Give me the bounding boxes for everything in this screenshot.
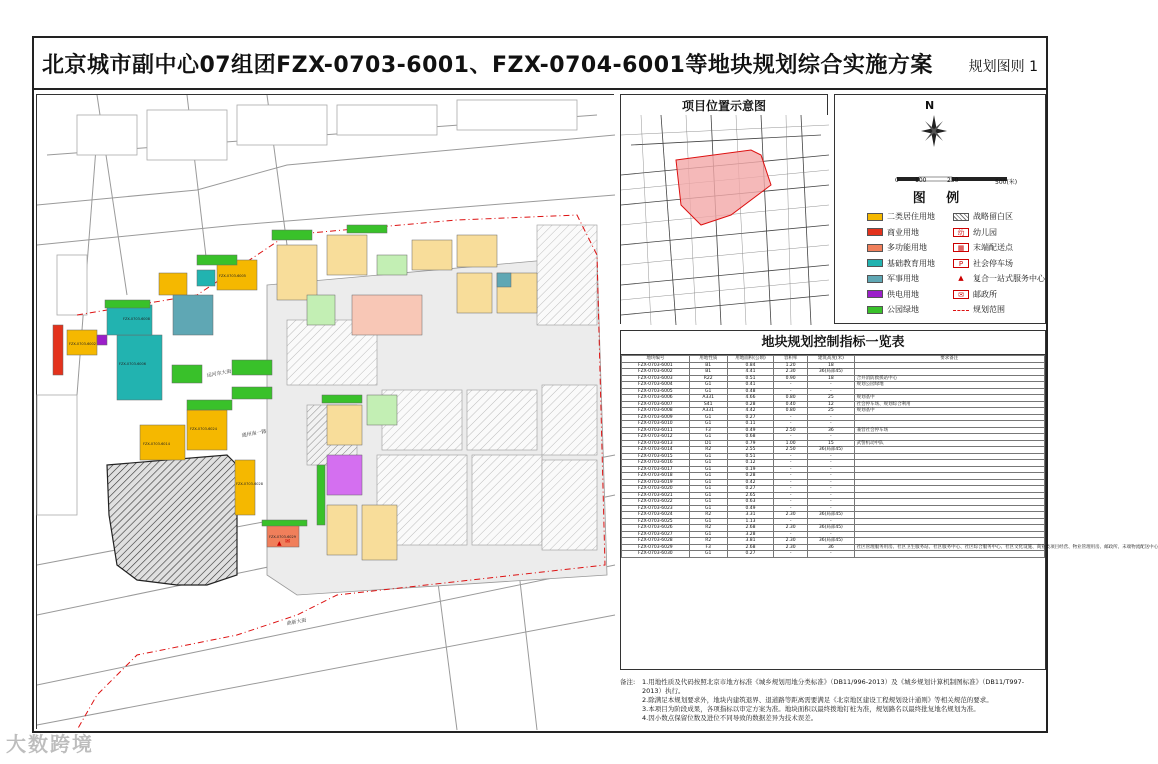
reserve-hatch-swatch	[953, 213, 969, 221]
sheet-label: 规划图则 1	[968, 59, 1038, 75]
table-cell: 1.20	[774, 362, 808, 369]
legend-item	[867, 273, 953, 284]
legend-item	[867, 304, 953, 315]
table-cell: 2.30	[774, 369, 808, 376]
control-index-table-panel	[620, 330, 1158, 670]
table-cell: -	[808, 499, 855, 506]
table-cell: -	[774, 518, 808, 525]
legend-label: 商业用地	[887, 227, 919, 237]
table-cell: 36(局部45)	[808, 447, 855, 454]
table-cell: 0.11	[727, 421, 774, 428]
park-swatch	[867, 306, 883, 314]
table-cell: 12	[808, 401, 855, 408]
legend-label: 邮政所	[973, 289, 997, 299]
table-cell: 18	[808, 362, 855, 369]
table-cell: -	[808, 473, 855, 480]
table-cell: F3	[689, 427, 727, 434]
parcel-label: FZX-0703-6024	[190, 427, 217, 431]
table-cell: 3.31	[727, 512, 774, 519]
table-cell: 2.30	[774, 538, 808, 545]
table-cell: FZX-0703-6022	[622, 499, 690, 506]
table-cell: G1	[689, 466, 727, 473]
table-cell: 0.48	[727, 388, 774, 395]
table-cell: FZX-0703-6017	[622, 466, 690, 473]
table-cell: G1	[689, 382, 727, 389]
legend-label: 幼儿园	[973, 227, 997, 237]
table-cell: G1	[689, 414, 727, 421]
table-cell: -	[774, 382, 808, 389]
watermark-logo: 大数跨境	[6, 732, 94, 756]
table-cell: -	[808, 434, 855, 441]
table-cell: R2	[689, 538, 727, 545]
table-cell: FZX-0703-6019	[622, 479, 690, 486]
location-map-panel	[620, 94, 828, 324]
table-cell: G1	[689, 551, 727, 558]
table-cell: -	[808, 531, 855, 538]
table-cell: 0.79	[727, 440, 774, 447]
boundary-line-icon	[953, 310, 969, 311]
table-cell: D1	[689, 440, 727, 447]
table-cell: -	[774, 499, 808, 506]
table-cell: 规划公园绿地	[854, 382, 1044, 389]
table-cell: -	[808, 486, 855, 493]
table-header: 建筑高度(米)	[808, 356, 855, 363]
table-cell: 2.50	[774, 447, 808, 454]
table-cell: -	[808, 479, 855, 486]
legend-item	[953, 211, 1039, 222]
land-use-map[interactable]	[36, 94, 614, 729]
table-cell: 0.27	[727, 414, 774, 421]
table-cell: FZX-0703-6014	[622, 447, 690, 454]
parcel-label: FZX-0703-6006	[119, 362, 146, 366]
legend-label: 军事用地	[887, 274, 919, 284]
legend-item	[953, 273, 1045, 284]
table-cell: 0.51	[727, 375, 774, 382]
service-center-icon: ▲	[277, 540, 282, 547]
table-cell: -	[774, 453, 808, 460]
control-index-table	[621, 355, 1158, 558]
table-cell: G1	[689, 499, 727, 506]
table-cell: B1	[689, 369, 727, 376]
table-cell: 0.63	[727, 499, 774, 506]
legend-label: 公园绿地	[887, 305, 919, 315]
table-cell: 规划基中	[854, 395, 1044, 402]
post-office-icon: ✉	[953, 290, 969, 299]
table-cell: 15	[808, 440, 855, 447]
table-cell: B1	[689, 362, 727, 369]
table-cell: FZX-0703-6003	[622, 375, 690, 382]
table-cell: -	[774, 492, 808, 499]
table-cell: FZX-0703-6020	[622, 486, 690, 493]
table-cell: 25	[808, 408, 855, 415]
table-cell: 3.81	[727, 538, 774, 545]
table-cell: 36(局部45)	[808, 525, 855, 532]
table-cell: FZX-0703-6015	[622, 453, 690, 460]
table-cell: G1	[689, 505, 727, 512]
table-cell: 2.65	[727, 492, 774, 499]
parcel-label: FZX-0703-6014	[143, 442, 170, 446]
table-cell: -	[808, 460, 855, 467]
table-cell: 2.55	[727, 447, 774, 454]
table-cell: 2.50	[774, 427, 808, 434]
table-cell: 0.49	[727, 505, 774, 512]
table-cell: 0.19	[727, 466, 774, 473]
scale-label: 500(米)	[995, 179, 1018, 186]
legend-item	[953, 304, 1039, 315]
drawing-frame	[32, 36, 1158, 733]
service-center-icon: ▲	[958, 274, 964, 283]
legend-label: 多功能用地	[887, 243, 927, 253]
road-label: 运河东大街	[206, 368, 232, 379]
note-item: 4.因小数点保留位数及进位不同导致的数据差异为技术误差。	[642, 714, 818, 722]
table-cell	[854, 551, 1044, 558]
residential-swatch	[867, 213, 883, 221]
table-cell: 0.41	[727, 382, 774, 389]
scale-label: 0	[895, 177, 899, 184]
table-cell: FZX-0703-6016	[622, 460, 690, 467]
legend-label: 二类居住用地	[887, 212, 935, 222]
table-cell: 社区管理服务用房、社区卫生服务站、社区服务中心、社区综合服务中心、社区文化设施、商业类项目经营、物业管理用房、邮政所、末端物流配送中心	[854, 544, 1044, 551]
parcel-label: FZX-0703-6028	[236, 482, 263, 486]
table-cell: 4.41	[727, 369, 774, 376]
table-cell: 社会停车场、规划综合利用	[854, 401, 1044, 408]
table-cell: FZX-0703-6029	[622, 544, 690, 551]
table-cell: G1	[689, 460, 727, 467]
table-cell: 25	[808, 395, 855, 402]
table-cell: 0.80	[774, 395, 808, 402]
table-cell: 0.51	[727, 453, 774, 460]
table-cell: -	[774, 505, 808, 512]
table-cell: -	[774, 421, 808, 428]
table-cell: -	[774, 479, 808, 486]
table-row	[622, 551, 1045, 558]
table-cell: -	[774, 388, 808, 395]
legend-item	[953, 289, 1039, 300]
multifunction-swatch	[867, 244, 883, 252]
legend-item	[867, 211, 953, 222]
table-cell: 36(局部45)	[808, 369, 855, 376]
legend-item	[953, 242, 1039, 253]
legend-label: 战略留白区	[973, 212, 1013, 222]
location-map-title: 项目位置示意图	[681, 99, 766, 113]
table-cell: 0.42	[727, 479, 774, 486]
table-cell: 0.12	[727, 460, 774, 467]
table-cell: 1.00	[774, 440, 808, 447]
table-cell: G1	[689, 518, 727, 525]
table-cell: 2.68	[727, 544, 774, 551]
table-cell: FZX-0703-6030	[622, 551, 690, 558]
table-cell: 0.28	[727, 473, 774, 480]
table-cell: F3	[689, 544, 727, 551]
table-cell: 36(局部45)	[808, 538, 855, 545]
table-cell: FZX-0703-6007	[622, 401, 690, 408]
title-bar	[34, 38, 1046, 90]
table-header: 容积率	[774, 356, 808, 363]
table-cell: -	[808, 382, 855, 389]
table-cell: 0.84	[727, 362, 774, 369]
table-cell: -	[774, 466, 808, 473]
table-cell: A331	[689, 408, 727, 415]
table-cell: 规划基中	[854, 408, 1044, 415]
table-cell: G1	[689, 531, 727, 538]
parcel-label: FZX-0703-6005	[219, 274, 246, 278]
table-cell: 0.27	[727, 486, 774, 493]
commercial-swatch	[867, 228, 883, 236]
table-cell: -	[808, 492, 855, 499]
land-use-map-svg	[37, 95, 615, 730]
notes-panel	[620, 678, 1046, 730]
kindergarten-icon: 幼	[953, 228, 969, 237]
legend-panel	[834, 94, 1046, 324]
table-cell: G1	[689, 492, 727, 499]
table-header: 要求备注	[854, 356, 1044, 363]
table-cell: 2.30	[774, 525, 808, 532]
legend-item	[867, 227, 953, 238]
table-cell: 0.40	[774, 401, 808, 408]
table-cell: 0.68	[727, 434, 774, 441]
table-cell: -	[774, 473, 808, 480]
table-cell: FZX-0703-6004	[622, 382, 690, 389]
table-header: 地块编号	[622, 356, 690, 363]
legend-label: 社会停车场	[973, 258, 1013, 268]
table-cell: FZX-0703-6001	[622, 362, 690, 369]
table-cell: R2	[689, 447, 727, 454]
table-cell: 2.30	[774, 544, 808, 551]
table-cell: 2.30	[774, 512, 808, 519]
table-cell: FZX-0703-6013	[622, 440, 690, 447]
table-cell: FZX-0703-6011	[622, 427, 690, 434]
table-cell: -	[808, 505, 855, 512]
scale-label: 250	[947, 177, 959, 184]
table-cell: S41	[689, 401, 727, 408]
table-cell: FZX-0703-6026	[622, 525, 690, 532]
table-cell: 4.42	[727, 408, 774, 415]
table-cell: 0.27	[727, 551, 774, 558]
parcel-label: FZX-0703-6029	[269, 535, 296, 539]
table-cell: -	[808, 518, 855, 525]
table-cell: 武警机动中队	[854, 440, 1044, 447]
legend-item	[953, 227, 1039, 238]
table-cell: 2.68	[727, 525, 774, 532]
table-cell: -	[808, 551, 855, 558]
table-cell: G1	[689, 434, 727, 441]
scale-label: 100	[915, 177, 927, 184]
note-item: 1.用地性质及代码按照北京市地方标准《城乡规划用地分类标准》（DB11/996-2013）及《城乡规划计算机制图标准》（DB11/T997-2013）执行。	[642, 678, 1025, 695]
table-cell: 18	[808, 375, 855, 382]
note-item: 2.除满足本规划要求外，地块内建筑退界、退道路等距离需要满足《北京地区建设工程规划设计通则》等相关规范的要求。	[642, 696, 993, 704]
legend-label: 规划范围	[973, 305, 1005, 315]
table-cell: -	[774, 486, 808, 493]
table-cell: A331	[689, 395, 727, 402]
table-cell: -	[808, 466, 855, 473]
notes-list	[642, 678, 1042, 723]
table-cell: -	[774, 551, 808, 558]
table-cell: R2	[689, 525, 727, 532]
table-cell: FZX-0703-6023	[622, 505, 690, 512]
parcel-label: FZX-0703-6008	[123, 317, 150, 321]
notes-label: 备注:	[620, 678, 636, 686]
table-cell: FZX-0703-6021	[622, 492, 690, 499]
table-cell: 4.66	[727, 395, 774, 402]
legend-label: 基础教育用地	[887, 258, 935, 268]
north-arrow-icon	[919, 113, 949, 149]
table-cell: 3.28	[727, 531, 774, 538]
table-cell: FZX-0703-6027	[622, 531, 690, 538]
table-cell: FZX-0703-6024	[622, 512, 690, 519]
table-cell: 1.13	[727, 518, 774, 525]
north-label: N	[925, 99, 935, 112]
table-title: 地块规划控制指标一览表	[621, 331, 1045, 355]
table-cell: FZX-0703-6009	[622, 414, 690, 421]
legend-title: 图 例	[912, 191, 968, 206]
table-cell: 合并消防救援站中心	[854, 375, 1044, 382]
table-cell: FZX-0703-6028	[622, 538, 690, 545]
table-cell: FZX-0703-6010	[622, 421, 690, 428]
table-cell: G1	[689, 479, 727, 486]
table-cell: 36(局部45)	[808, 512, 855, 519]
table-cell: 0.80	[774, 408, 808, 415]
legend-label: 供电用地	[887, 289, 919, 299]
table-header: 用地面积(公顷)	[727, 356, 774, 363]
table-cell: -	[774, 531, 808, 538]
military-swatch	[867, 275, 883, 283]
note-item: 3.本项目为阶段成果，各项指标以审定方案为准。地块面积以最终拨地钉桩为准，规划路名以最终批复地名规划为准。	[642, 705, 980, 713]
road-label: 曲新大街	[286, 617, 308, 627]
legend-item	[953, 258, 1039, 269]
table-cell: G1	[689, 486, 727, 493]
legend-label: 复合一站式服务中心	[973, 274, 1045, 284]
table-cell: -	[774, 460, 808, 467]
table-cell: FZX-0703-6025	[622, 518, 690, 525]
table-cell: FZX-0703-6006	[622, 395, 690, 402]
table-cell: 兼营社会停车场	[854, 427, 1044, 434]
page-title: 北京城市副中心07组团FZX-0703-6001、FZX-0704-6001等地块规划综合实施方案	[42, 53, 933, 78]
table-cell: 0.90	[774, 375, 808, 382]
legend-item	[867, 242, 953, 253]
table-cell: G1	[689, 473, 727, 480]
legend-item	[867, 289, 953, 300]
table-cell: -	[808, 421, 855, 428]
table-cell: R22	[689, 375, 727, 382]
table-cell: FZX-0703-6012	[622, 434, 690, 441]
table-cell: FZX-0703-6002	[622, 369, 690, 376]
table-cell: 36	[808, 427, 855, 434]
table-cell: FZX-0703-6008	[622, 408, 690, 415]
table-cell: -	[808, 414, 855, 421]
table-cell: -	[774, 414, 808, 421]
table-cell: -	[808, 388, 855, 395]
location-map-svg	[621, 115, 829, 325]
table-cell: G1	[689, 453, 727, 460]
table-cell: 0.28	[727, 401, 774, 408]
table-cell: -	[774, 434, 808, 441]
table-cell: 36	[808, 544, 855, 551]
table-cell: FZX-0703-6018	[622, 473, 690, 480]
table-cell: 0.49	[727, 427, 774, 434]
education-swatch	[867, 259, 883, 267]
table-cell: R2	[689, 512, 727, 519]
delivery-point-icon: ▦	[953, 243, 969, 252]
table-cell: -	[808, 453, 855, 460]
table-header: 用地性质	[689, 356, 727, 363]
parcel-label: FZX-0703-6002	[69, 342, 96, 346]
power-swatch	[867, 290, 883, 298]
table-cell: G1	[689, 421, 727, 428]
legend-item	[867, 258, 953, 269]
table-cell: G1	[689, 388, 727, 395]
road-label: 通州南一路	[241, 428, 267, 439]
parking-icon: P	[953, 259, 969, 268]
legend-items	[867, 209, 1043, 318]
legend-label: 末端配送点	[973, 243, 1013, 253]
table-cell: FZX-0703-6005	[622, 388, 690, 395]
post-office-icon: ✉	[285, 538, 291, 545]
